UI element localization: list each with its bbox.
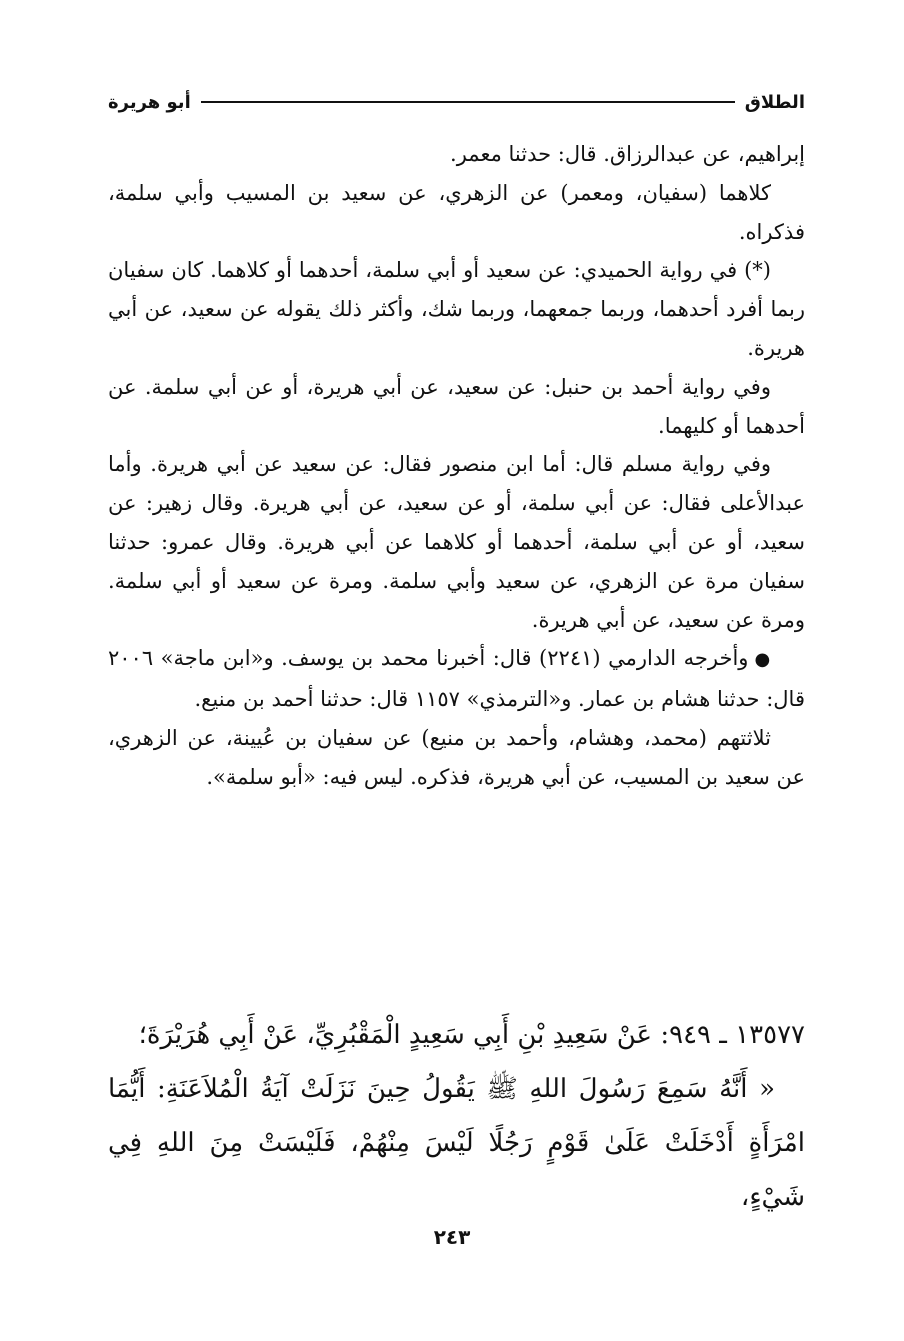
paragraph: وفي رواية مسلم قال: أما ابن منصور فقال: عن سعيد عن أبي هريرة. وأما عبدالأعلى فقال: عن أبي سلمة، أو عن سعيد، عن أبي هريرة. وقال زهير: عن سعيد، أو عن أبي سلمة، أحدهما أو كلاهما عن أبي هريرة. وقال عمرو: حدثنا سفيان مرة عن الزهري، عن سعيد وأبي سلمة. ومرة عن سعيد أو أبي سلمة. ومرة عن سعيد، عن أبي هريرة. (108, 452, 805, 632)
page-number: ٢٤٣ (433, 1225, 471, 1249)
hadith-heading: ١٣٥٧٧ ـ ٩٤٩: عَنْ سَعِيدِ بْنِ أَبِي سَعِيدٍ الْمَقْبُرِيِّ، عَنْ أَبِي هُرَيْرَةَ؛ (138, 1020, 805, 1050)
paragraph: كلاهما (سفيان، ومعمر) عن الزهري، عن سعيد بن المسيب وأبي سلمة، فذكراه. (108, 180, 805, 244)
paragraph: (*) في رواية الحميدي: عن سعيد أو أبي سلمة، أحدهما أو كلاهما. كان سفيان ربما أفرد أحدهما، وربما جمعهما، وربما شك، وأكثر ذلك يقوله عن سعيد، عن أبي هريرة. (108, 258, 805, 360)
header-rule (201, 101, 735, 103)
paragraph: ثلاثتهم (محمد، وهشام، وأحمد بن منيع) عن سفيان بن عُيينة، عن الزهري، عن سعيد بن المسيب، عن أبي هريرة، فذكره. ليس فيه: «أبو سلمة». (108, 725, 805, 789)
paragraph (108, 639, 805, 719)
bullet-icon: ● (754, 649, 772, 671)
running-header (108, 85, 805, 119)
hadith-text: « أَنَّهُ سَمِعَ رَسُولَ اللهِ ﷺ يَقُولُ حِينَ نَزَلَتْ آيَةُ الْمُلاَعَنَةِ: أَيُّمَا امْرَأَةٍ أَدْخَلَتْ عَلَىٰ قَوْمٍ رَجُلًا لَيْسَ مِنْهُمْ، فَلَيْسَتْ مِنَ اللهِ فِي شَيْءٍ، (108, 1074, 805, 1212)
paragraph: وفي رواية أحمد بن حنبل: عن سعيد، عن أبي هريرة، أو عن أبي سلمة. عن أحدهما أو كليهما. (108, 374, 805, 438)
section-title: أبو هريرة (108, 91, 191, 113)
chapter-title: الطلاق (744, 91, 805, 113)
paragraph: إبراهيم، عن عبدالرزاق. قال: حدثنا معمر. (450, 142, 805, 166)
paragraph-text: وأخرجه الدارمي (٢٢٤١) قال: أخبرنا محمد بن يوسف. و«ابن ماجة» ٢٠٠٦ قال: حدثنا هشام بن عمار. و«الترمذي» ١١٥٧ قال: حدثنا أحمد بن منيع. (108, 646, 805, 712)
commentary-text (108, 135, 805, 797)
hadith-block (108, 1008, 805, 1224)
